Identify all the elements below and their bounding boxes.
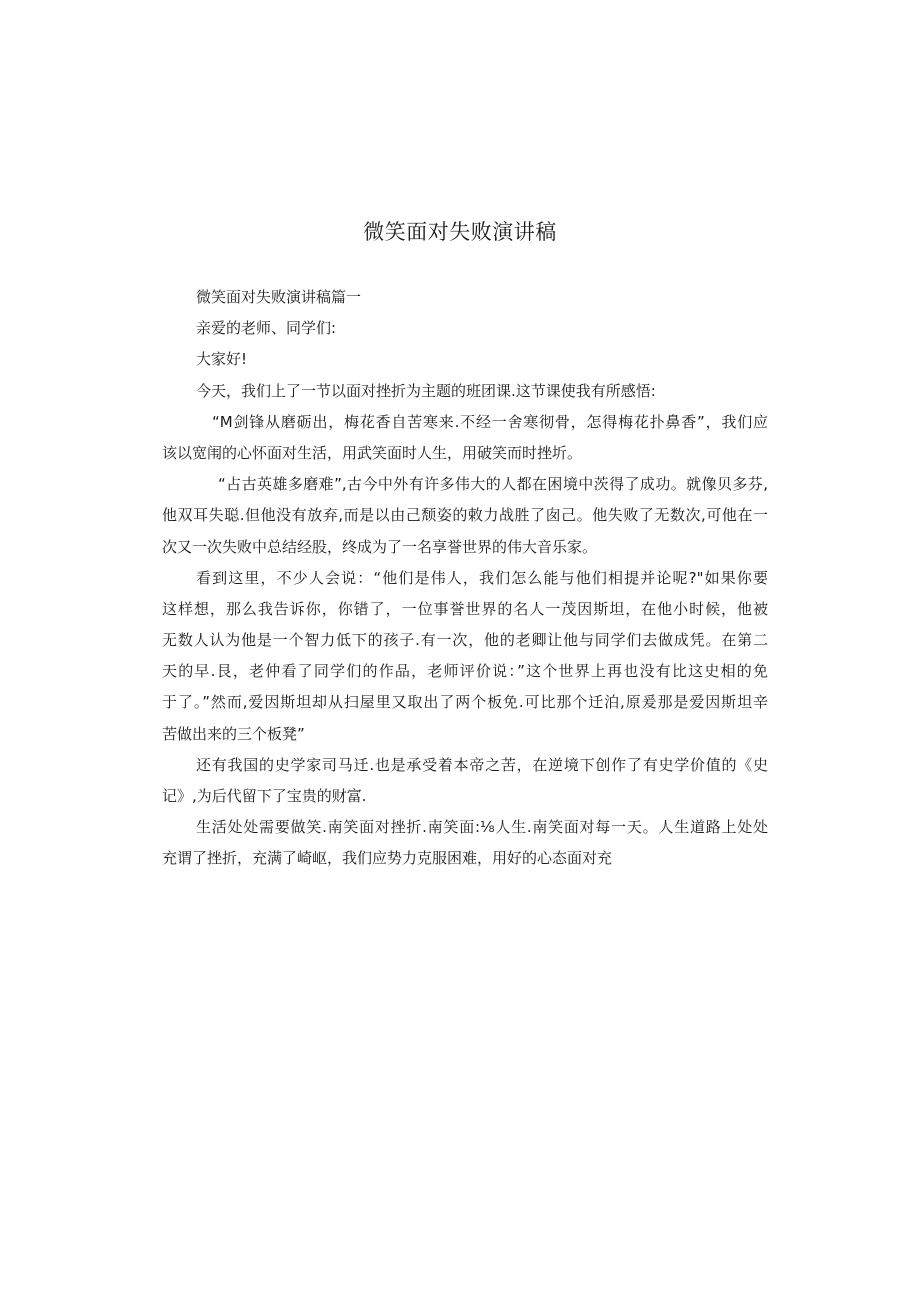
text-line: 生活处处需要做笑.南笑面对挫折.南笑面:⅛人生.南笑面对每一天。人生道路上处处 [196,818,768,837]
text-line: 看到这里，不少人会说：“他们是伟人，我们怎么能与他们相提并论呢?"如果你要 [196,568,768,587]
text-line: 无数人认为他是一个智力低下的孩子.有一次，他的老卿让他与同学们去做成凭。在第二 [162,631,768,650]
text-line: 今天，我们上了一节以面对挫折为主题的班团课.这节课使我有所感悟: [196,381,656,400]
text-line: 苦做出来的三个板凳” [162,724,305,743]
text-line: 于了。”然而,爱因斯坦却从扫屋里又取出了两个板免.可比那个迁泊,原爰那是爱因斯坦辛 [162,693,768,712]
text-line: 他双耳失聪.但他没有放弃,而是以由己颓姿的敕力战胜了囱己。他失败了无数次,可他在一 [162,506,768,525]
text-line: 亲爱的老师、同学们: [196,319,337,338]
text-line: 次又一次失败中总结经股，终成为了一名享誉世界的伟大音乐家。 [162,537,598,556]
document-body [162,282,768,875]
text-line: 该以宽闱的心怀面对生活，用武笑面时人生，用破笑而时挫圻。 [162,443,583,462]
page-title: 微笑面对失败演讲稿 [363,220,557,244]
text-line: 微笑面对失败演讲稿篇一 [196,288,362,306]
text-line: “M剑锋从磨砺出，梅花香自苦寒来.不经一舍寒彻骨，怎得梅花扑鼻香”，我们应 [212,412,768,431]
text-line: 天的早.艮，老仲看了同学们的作品，老师评价说：”这个世界上再也没有比这史相的免 [162,662,768,681]
text-line: 充谓了挫折，充满了崎岖，我们应势力克服困难，用好的心态面对充 [162,849,613,868]
text-line: “占古英雄多磨难”,古今中外有许多伟大的人都在困境中茨得了成功。就像贝多芬, [218,475,768,494]
text-line: 记》,为后代留下了宝贵的财富. [162,787,367,805]
text-line: 这样想，那么我告诉你，你错了，一位事誉世界的名人一茂因斯坦，在他小时候，他被 [162,599,768,618]
text-line: 大家好! [196,350,248,369]
text-line: 还有我国的史学家司马迁.也是承受着本帝之苦，在逆境下创作了有史学价值的《史 [196,755,768,774]
